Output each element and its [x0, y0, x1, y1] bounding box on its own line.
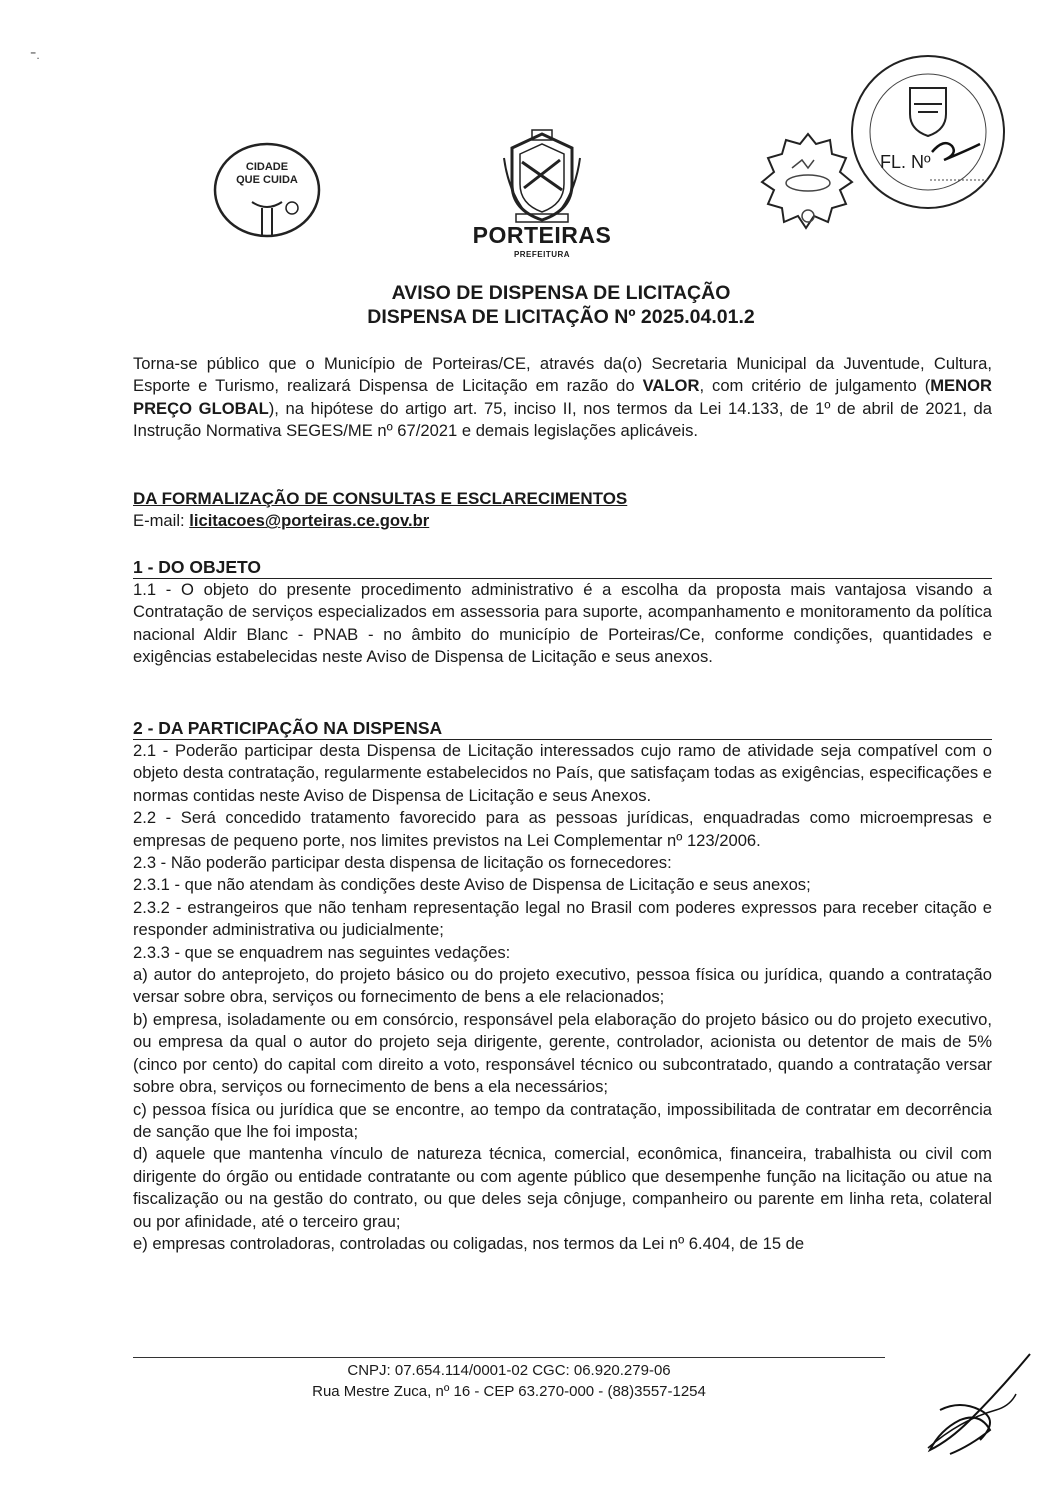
cidade-que-cuida-logo: [212, 140, 322, 240]
section-objeto: [133, 556, 992, 669]
intro-text-3: ), na hipótese do artigo art. 75, inciso II, nos termos da Lei 14.133, de 1º de abril de 2021, da Instrução Normativa SEGES/ME nº 67/2021 e demais legislações aplicáveis.: [133, 398, 992, 441]
paragraph-2-3: 2.3 - Não poderão participar desta dispensa de licitação os fornecedores:: [133, 853, 672, 873]
item-d: d) aquele que mantenha vínculo de natureza técnica, comercial, econômica, financeira, trabalhista ou civil com dirigente do órgão ou entidade contratante ou com agente público que desempenhe função na licitação ou atue na fiscalização ou na gestão do contrato, ou que deles seja cônjuge, companheiro ou parente em linha reta, colateral ou por afinidade, até o terceiro grau;: [133, 1144, 992, 1231]
porteiras-brand: [462, 128, 622, 259]
paragraph-2-2: 2.2 - Será concedido tratamento favorecido para as pessoas jurídicas, enquadradas como microempresas e empresas de pequeno porte, nos limites previstos na Lei Complementar nº 123/2006.: [133, 808, 992, 850]
section-2-title: 2 - DA PARTICIPAÇÃO NA DISPENSA: [133, 718, 443, 738]
logo-text-2: QUE CUIDA: [236, 174, 298, 186]
logo-text-1: CIDADE: [245, 161, 289, 173]
item-a: a) autor do anteprojeto, do projeto básico ou do projeto executivo, pessoa física ou jurídica, quando a contratação versar sobre obra, serviços ou fornecimento de bens a ele relacionados;: [133, 965, 992, 1007]
paragraph-2-3-1: 2.3.1 - que não atendam às condições deste Aviso de Dispensa de Licitação e seus anexos;: [133, 875, 811, 895]
item-c: c) pessoa física ou jurídica que se encontre, ao tempo da contratação, impossibilitada de contratar em decorrência de sanção que lhe foi imposta;: [133, 1099, 992, 1141]
title-line-2: DISPENSA DE LICITAÇÃO Nº 2025.04.01.2: [367, 306, 755, 328]
formalizacao-heading: DA FORMALIZAÇÃO DE CONSULTAS E ESCLARECIMENTOS: [133, 489, 628, 508]
item-e: e) empresas controladoras, controladas ou coligadas, nos termos da Lei nº 6.404, de 15 de: [133, 1233, 805, 1253]
municipal-crest-icon: [502, 128, 582, 224]
brand-subtitle: PREFEITURA: [513, 250, 571, 259]
brand-name: PORTEIRAS: [472, 222, 612, 248]
email-line: [133, 510, 992, 532]
section-participacao: [133, 717, 992, 1255]
intro-text-1: Torna-se público que o Município de Porteiras/CE, através da(o) Secretaria Municipal da Juventude, Cultura, Esporte e Turismo, realizará Dispensa de Licitação em razão do: [133, 354, 992, 396]
paragraph-2-1: 2.1 - Poderão participar desta Dispensa de Licitação interessados cujo ramo de atividade seja compatível com o objeto desta contratação, regularmente estabelecidos no País, que satisfaçam todas as exigências, especificações e normas contidas neste Aviso de Dispensa de Licitação e seus Anexos.: [133, 741, 992, 805]
intro-text-2: , com critério de julgamento (: [699, 376, 931, 396]
document-title: [130, 281, 992, 329]
section-1-title: 1 - DO OBJETO: [133, 557, 262, 577]
title-line-1: AVISO DE DISPENSA DE LICITAÇÃO: [391, 282, 731, 304]
intro-bold-criterio: MENOR PREÇO GLOBAL: [133, 376, 992, 418]
scan-mark: ⁼.: [30, 48, 40, 62]
paragraph-2-3-3: 2.3.3 - que se enquadrem nas seguintes vedações:: [133, 942, 511, 962]
email-link[interactable]: licitacoes@porteiras.ce.gov.br: [189, 511, 430, 531]
footer-rule: [133, 1357, 885, 1358]
item-b: b) empresa, isoladamente ou em consórcio, responsável pela elaboração do projeto básico ou do projeto executivo, ou empresa da qual o autor do projeto seja dirigente, gerente, controlador, acionista ou detentor de mais de 5% (cinco por cento) do capital com direito a voto, responsável técnico ou subcontratado, quando a contratação versar sobre obra, serviços ou fornecimento de bens a ela necessários;: [133, 1009, 992, 1097]
anniversary-badge-logo: [756, 128, 860, 232]
footer-address: Rua Mestre Zuca, nº 16 - CEP 63.270-000 - (88)3557-1254: [312, 1383, 706, 1400]
official-stamp-seal: [848, 52, 1008, 212]
email-label: E-mail:: [133, 511, 190, 531]
intro-bold-valor: VALOR: [642, 376, 700, 396]
footer-cnpj: CNPJ: 07.654.114/0001-02 CGC: 06.920.279-06: [347, 1362, 671, 1379]
paragraph-2-3-2: 2.3.2 - estrangeiros que não tenham representação legal no Brasil com poderes expressos para receber citação e responder administrativa ou judicialmente;: [133, 897, 992, 940]
formalizacao-section: [133, 488, 992, 533]
intro-paragraph: [133, 353, 992, 443]
stamp-folio-label: FL. Nº: [880, 152, 931, 172]
paragraph-1-1: 1.1 - O objeto do presente procedimento administrativo é a escolha da proposta mais vantajosa visando a Contratação de serviços especializados em assessoria para suporte, acompanhamento e monitoramento da política nacional Aldir Blanc - PNAB - no âmbito do município de Porteiras/Ce, conforme condições, quantidades e exigências estabelecidas neste Aviso de Dispensa de Licitação e seus anexos.: [133, 580, 992, 667]
handwritten-signature: [920, 1350, 1040, 1460]
